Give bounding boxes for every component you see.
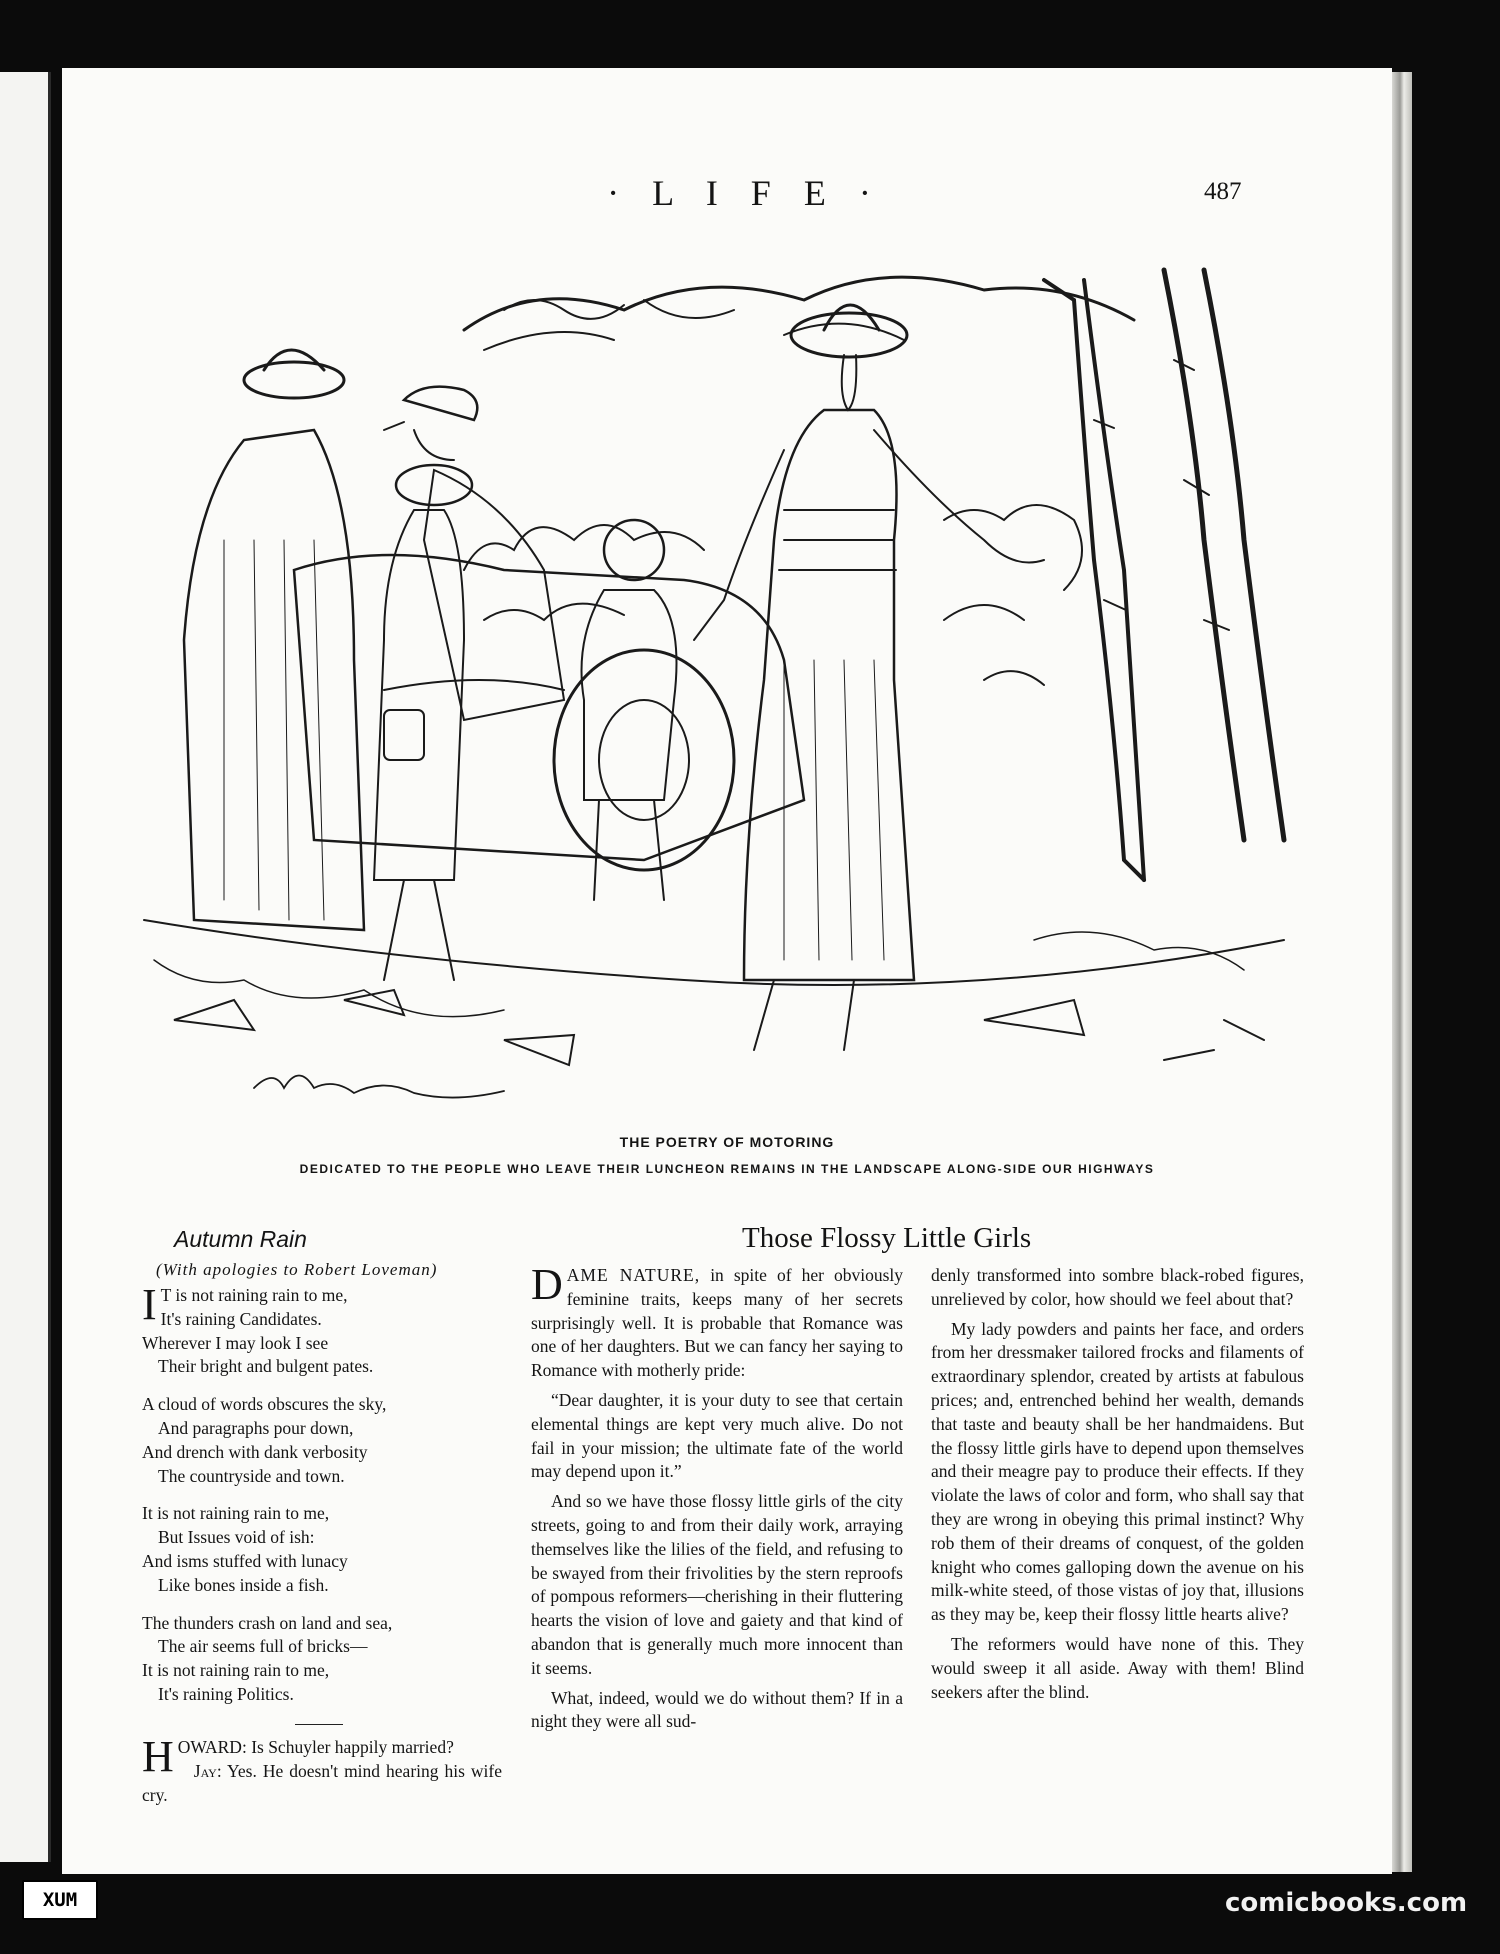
poem-line: Their bright and bulgent pates. (158, 1356, 374, 1377)
previous-page-edge (0, 72, 51, 1862)
article-paragraph: “Dear daughter, it is your duty to see that certain elemental things are kept very much alive. Do not fail in your mission; the ultimate fate of the world may depend upon it.” (531, 1389, 903, 1482)
poem-line: A cloud of words obscures the sky, (142, 1394, 387, 1415)
article-dropcap: D (531, 1260, 563, 1309)
article-column-1 (531, 1260, 904, 1740)
magazine-page (62, 68, 1392, 1874)
joke-speaker-2: Jay: (193, 1760, 222, 1781)
article-paragraph: My lady powders and paints her face, and orders from her dressmaker tailored frocks and filaments of extraordinary splendor, created by artists at fabulous prices; and, entrenched behind her wealth, demands that taste and beauty shall be her handmaidens. But the flossy little girls have to depend upon themselves and their meagre pay to produce their effects. If they violate the laws of color and form, who shall say that they are wrong in obeying this primal instinct? Why rob them of their dreams of conquest, of the golden knight who comes galloping down the avenue on his milk-white steed, of those vistas of joy that, illusions as they may be, keep their flossy little hearts alive? (931, 1318, 1304, 1625)
poem-line: The air seems full of bricks— (158, 1636, 368, 1657)
page-number: 487 (1204, 178, 1242, 205)
poem-line: It is not raining rain to me, (142, 1503, 330, 1524)
poem-line: T is not raining rain to me, (160, 1285, 348, 1305)
joke-line-2 (142, 1760, 502, 1808)
poem-line: And isms stuffed with lunacy (142, 1550, 348, 1571)
page-stack-edge (1392, 72, 1412, 1872)
article-paragraph: And so we have those flossy little girls of the city streets, going to and from their daily work, arraying themselves like the lilies of the field, and refusing to be swayed from their frivolities by the stern reproofs of pompous reformers—cherishing in their fluttering hearts the vision of love and gaiety and that kind of abandon that is generally much more innocent than it seems. (531, 1491, 903, 1678)
poem-line: It's raining Candidates. (160, 1308, 322, 1329)
scan-label: XUM (22, 1880, 98, 1920)
joke-text-1: Is Schuyler happily married? (251, 1737, 454, 1757)
poem-stanza-1 (142, 1280, 502, 1379)
article-title: Those Flossy Little Girls (742, 1222, 1032, 1254)
joke-text-2: Yes. He doesn't mind hearing his wife cry. (142, 1760, 502, 1805)
poem-line: Like bones inside a fish. (158, 1574, 329, 1595)
site-watermark: comicbooks.com (1225, 1888, 1468, 1918)
poem-line: The thunders crash on land and sea, (142, 1612, 393, 1633)
article-text: in spite of her obviously feminine traits, keeps many of her secrets surprisingly well. It is probable that Romance was one of her daughters. But we can fancy her saying to Romance with motherly pride: (531, 1265, 904, 1381)
joke-dialogue (142, 1732, 502, 1807)
poem-line: Wherever I may look I see (142, 1332, 329, 1353)
illustration-caption-title: THE POETRY OF MOTORING (619, 1134, 835, 1150)
joke-dropcap: H (142, 1732, 174, 1781)
poem-body (142, 1280, 502, 1721)
masthead: · L I F E · (607, 173, 883, 213)
poem-title: Autumn Rain (174, 1226, 307, 1252)
illustration-caption-subtitle: DEDICATED TO THE PEOPLE WHO LEAVE THEIR LUNCHEON REMAINS IN THE LANDSCAPE ALONG-SIDE OUR HIGHWAYS (299, 1162, 1155, 1176)
poem-line: The countryside and town. (158, 1465, 345, 1486)
poem-stanza-2 (142, 1393, 502, 1488)
poem-dropcap: I (142, 1280, 157, 1329)
article-paragraph: What, indeed, would we do without them? If in a night they were all sud- (531, 1687, 903, 1732)
article-paragraph: denly transformed into sombre black-robed figures, unrelieved by color, how should we feel about that? (931, 1265, 1304, 1309)
poem-line: It's raining Politics. (158, 1683, 294, 1704)
poem-line: But Issues void of ish: (158, 1527, 315, 1548)
poem-line: It is not raining rain to me, (142, 1660, 330, 1681)
poem-line: And drench with dank verbosity (142, 1441, 368, 1462)
article-paragraph (531, 1260, 904, 1383)
article-paragraph: The reformers would have none of this. They would sweep it all aside. Away with them! Blind seekers after the blind. (931, 1633, 1304, 1702)
joke-speaker-1: OWARD: (177, 1737, 247, 1757)
article-lead-in: AME NATURE, (566, 1265, 701, 1285)
article-column-2 (931, 1264, 1304, 1710)
poem-subtitle: (With apologies to Robert Loveman) (156, 1260, 438, 1279)
section-divider (295, 1724, 343, 1725)
poem-stanza-3 (142, 1502, 502, 1597)
illustration-motoring (84, 240, 1314, 1120)
poem-line: And paragraphs pour down, (158, 1417, 354, 1438)
poem-stanza-4 (142, 1612, 502, 1707)
